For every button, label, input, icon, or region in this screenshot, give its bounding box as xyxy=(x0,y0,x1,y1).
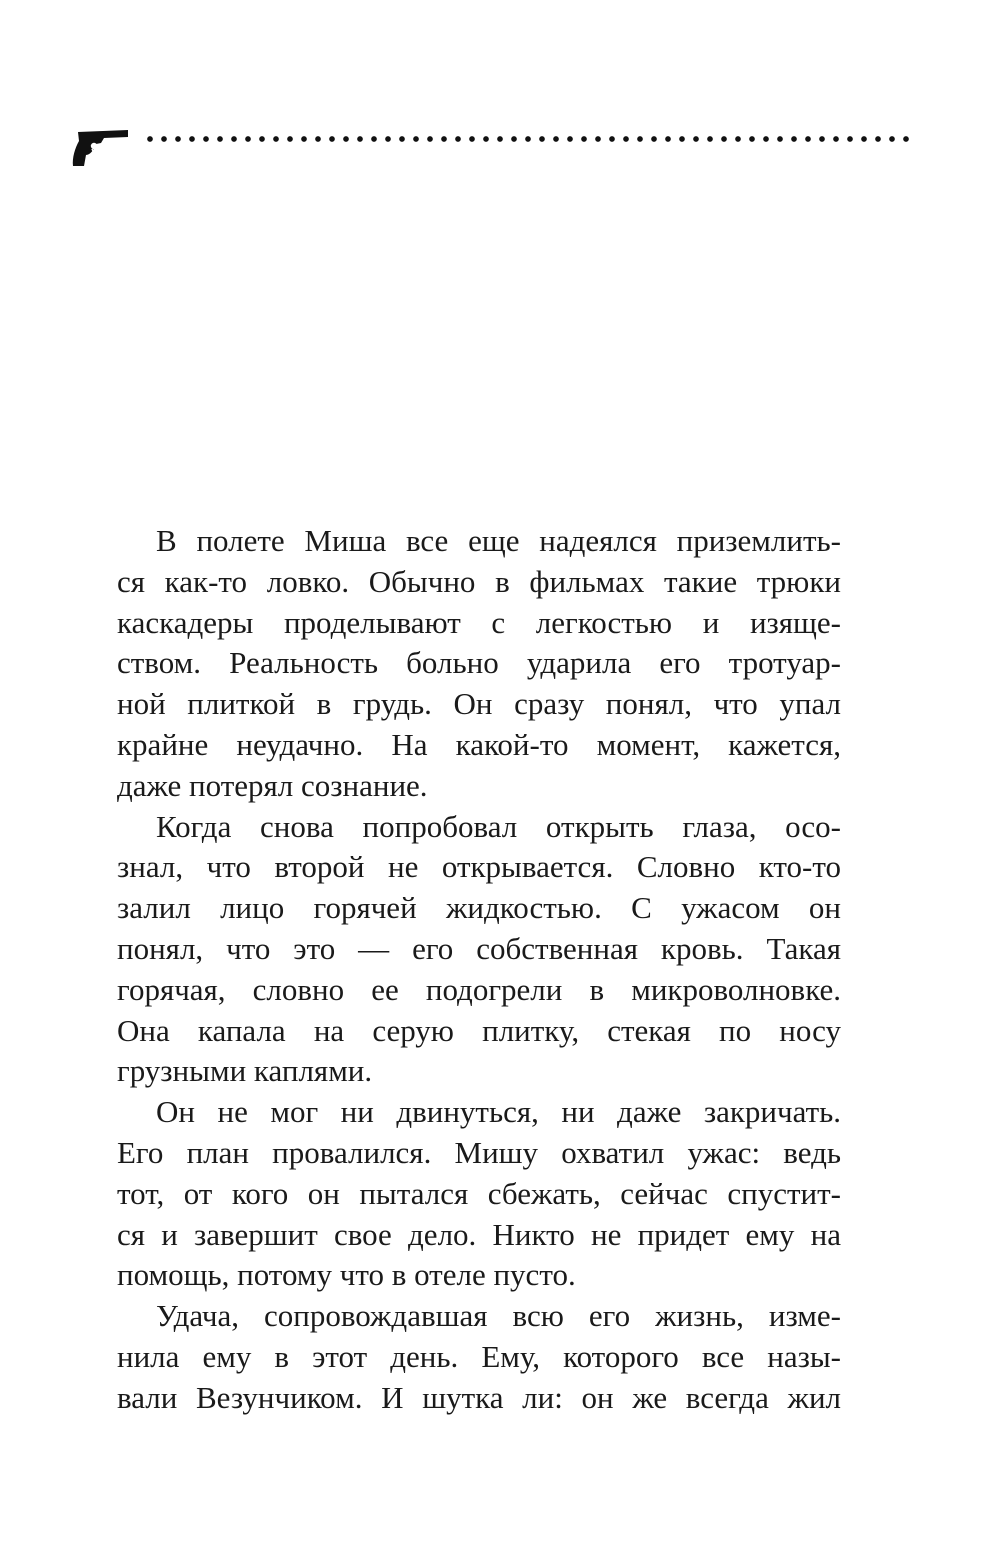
text-line: горячая, словно ее подогрели в микроволновке. xyxy=(117,971,841,1007)
text-line: знал, что второй не открывается. Словно кто-то xyxy=(117,849,841,885)
text-line: крайне неудачно. На какой-то момент, кажется, xyxy=(117,726,841,762)
text-line: ной плиткой в грудь. Он сразу понял, что упал xyxy=(117,686,841,722)
paragraph xyxy=(117,807,841,1093)
text-line: залил лицо горячей жидкостью. С ужасом он xyxy=(117,890,841,926)
text-line: тот, от кого он пытался сбежать, сейчас спустит- xyxy=(117,1175,841,1211)
text-line: нила ему в этот день. Ему, которого все назы- xyxy=(117,1338,841,1374)
text-line: каскадеры проделывают с легкостью и изяще- xyxy=(117,604,841,640)
paragraph xyxy=(117,1296,841,1418)
text-line: Удача, сопровождавшая всю его жизнь, изме- xyxy=(156,1298,841,1334)
text-line: ством. Реальность больно ударила его тротуар- xyxy=(117,645,841,681)
text-line: Она капала на серую плитку, стекая по носу xyxy=(117,1012,841,1048)
chapter-header-ornament xyxy=(70,122,850,170)
text-line: грузными каплями. xyxy=(117,1053,373,1089)
text-line: В полете Миша все еще надеялся приземлить- xyxy=(156,523,841,558)
text-line: ся как-то ловко. Обычно в фильмах такие трюки xyxy=(117,563,841,599)
text-line: вали Везунчиком. И шутка ли: он же всегда жил xyxy=(117,1379,841,1415)
paragraph xyxy=(117,1092,841,1296)
dotted-rule xyxy=(143,135,913,143)
text-line: ся и завершит свое дело. Никто не придет ему на xyxy=(117,1216,841,1252)
text-line: Его план провалился. Мишу охватил ужас: ведь xyxy=(117,1134,841,1170)
text-line: Он не мог ни двинуться, ни даже закричать. xyxy=(156,1094,841,1130)
text-line: Когда снова попробовал открыть глаза, осо- xyxy=(156,808,841,844)
text-line: даже потерял сознание. xyxy=(117,767,428,803)
text-line: помощь, потому что в отеле пусто. xyxy=(117,1257,576,1293)
revolver-icon xyxy=(70,122,130,168)
text-line: понял, что это — его собственная кровь. Такая xyxy=(117,930,841,966)
paragraph xyxy=(117,521,841,807)
body-text xyxy=(117,521,841,1419)
